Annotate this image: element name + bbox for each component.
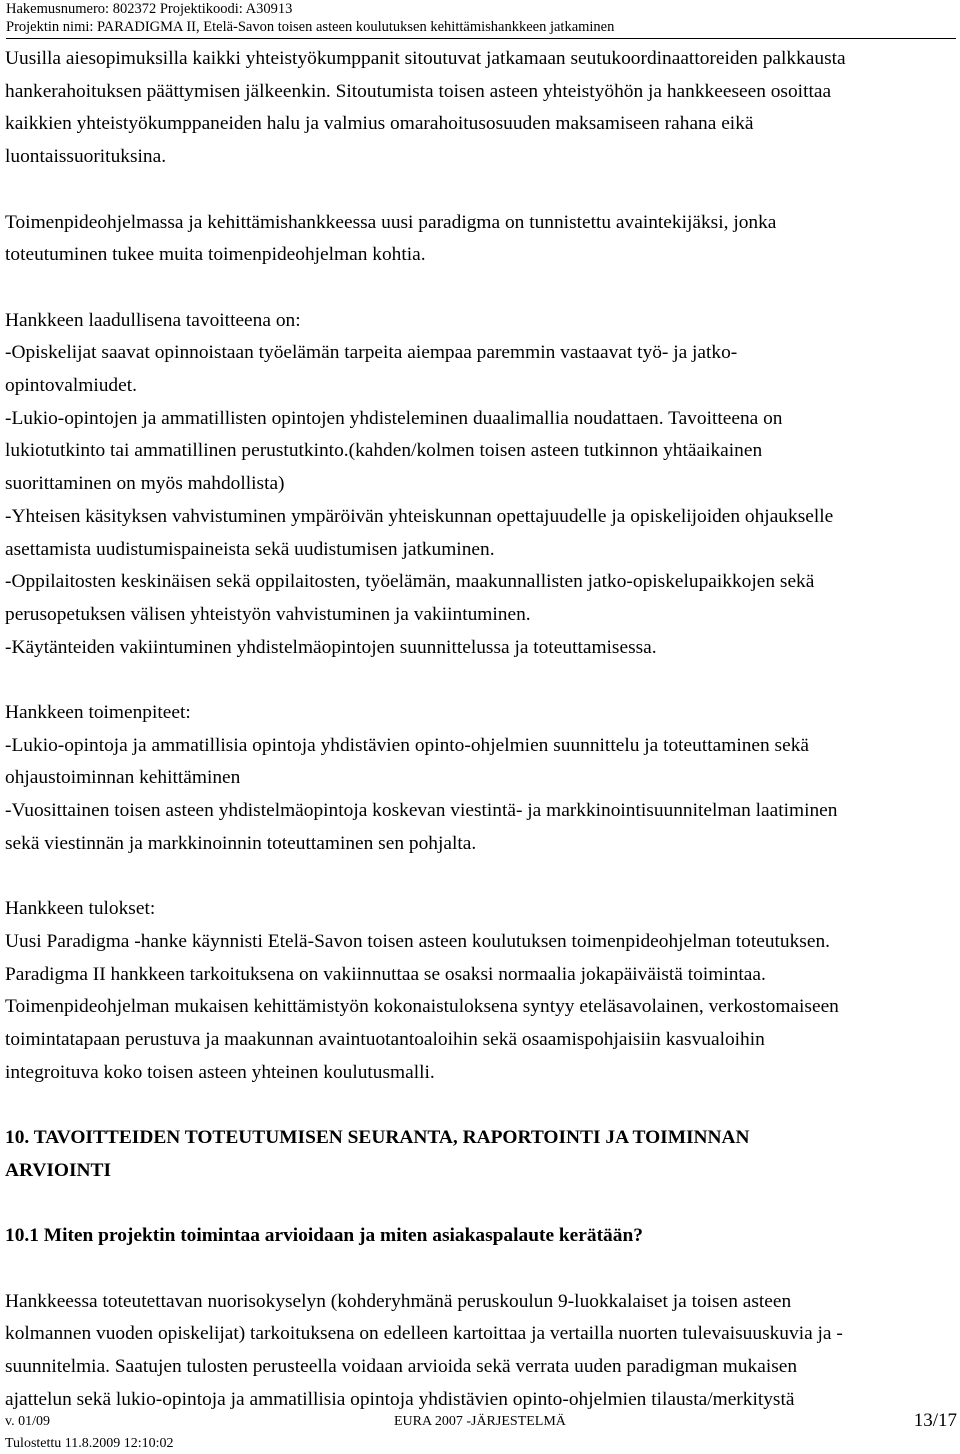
text-line: perusopetuksen välisen yhteistyön vahvistuminen ja vakiintuminen. <box>5 603 531 625</box>
text-line: Uusi Paradigma -hanke käynnisti Etelä-Savon toisen asteen koulutuksen toimenpideohjelman toteutuksen. <box>5 930 831 952</box>
text-line: ajattelun sekä lukio-opintoja ja ammatillisia opintoja yhdistävien opinto-ohjelmien tilausta/merkitystä <box>5 1388 795 1410</box>
text-line: -Opiskelijat saavat opinnoistaan työelämän tarpeita aiempaa paremmin vastaavat työ- ja jatko- <box>5 342 738 364</box>
paragraph-evaluation <box>5 1286 955 1417</box>
text-line: suunnitelmia. Saatujen tulosten perusteella voidaan arvioida sekä verrata uuden paradigman mukaisen <box>5 1356 798 1378</box>
application-code-line: Hakemusnumero: 802372 Projektikoodi: A30913 <box>6 1 293 17</box>
text-line: asettamista uudistumispaineista sekä uudistumisen jatkuminen. <box>5 538 495 560</box>
text-line: Uusilla aiesopimuksilla kaikki yhteistyökumppanit sitoutuvat jatkamaan seutukoordinaattoreiden palkkausta <box>5 48 846 69</box>
printed-timestamp: Tulostettu 11.8.2009 12:10:02 <box>5 1436 174 1451</box>
text-line: Hankkeen toimenpiteet: <box>5 702 191 724</box>
text-line: 10. TAVOITTEIDEN TOTEUTUMISEN SEURANTA, RAPORTOINTI JA TOIMINNAN <box>5 1127 750 1149</box>
system-label: EURA 2007 -JÄRJESTELMÄ <box>394 1414 566 1429</box>
text-line: opintovalmiudet. <box>5 375 137 396</box>
text-line: luontaissuorituksina. <box>5 146 167 168</box>
paragraph-results <box>5 893 955 1089</box>
paragraph-agreements <box>5 43 955 174</box>
text-line: sekä viestinnän ja markkinoinnin toteuttaminen sen pohjalta. <box>5 832 477 854</box>
text-line: kolmannen vuoden opiskelijat) tarkoituksena on edelleen kartoittaa ja vertailla nuorten tulevaisuuskuvia ja - <box>5 1323 843 1345</box>
text-line: -Lukio-opintoja ja ammatillisia opintoja yhdistävien opinto-ohjelmien suunnittelu ja toteuttaminen sekä <box>5 734 810 756</box>
section-heading <box>5 1122 955 1187</box>
text-line: ARVIOINTI <box>5 1159 111 1181</box>
text-line: -Vuosittainen toisen asteen yhdistelmäopintoja koskevan viestintä- ja markkinointisuunnitelman laatiminen <box>5 800 838 822</box>
text-line: toteutuminen tukee muita toimenpideohjelman kohtia. <box>5 244 426 266</box>
paragraph-program <box>5 207 955 272</box>
text-line: integroituva koko toisen asteen yhteinen koulutusmalli. <box>5 1061 435 1083</box>
text-line: kaikkien yhteistyökumppaneiden halu ja valmius omarahoitusosuuden maksamiseen rahana eikä <box>5 113 754 135</box>
page-footer <box>5 1410 957 1454</box>
page-number: 13/17 <box>913 1410 957 1431</box>
text-line: Hankkeen laadullisena tavoitteena on: <box>5 309 301 331</box>
project-name-line: Projektin nimi: PARADIGMA II, Etelä-Savon toisen asteen koulutuksen kehittämishankkeen jatkaminen <box>6 19 615 35</box>
text-line: Hankkeen tulokset: <box>5 898 156 920</box>
text-line: -Lukio-opintojen ja ammatillisten opintojen yhdisteleminen duaalimallia noudattaen. Tavoitteena on <box>5 407 783 429</box>
text-line: Hankkeessa toteutettavan nuorisokyselyn (kohderyhmänä peruskoulun 9-luokkalaiset ja toisen asteen <box>5 1290 792 1312</box>
paragraph-actions <box>5 697 955 861</box>
text-line: ohjaustoiminnan kehittäminen <box>5 767 241 789</box>
text-line: suorittaminen on myös mahdollista) <box>5 473 285 495</box>
text-line: -Käytänteiden vakiintuminen yhdistelmäopintojen suunnittelussa ja toteuttamisessa. <box>5 636 657 658</box>
text-line: -Oppilaitosten keskinäisen sekä oppilaitosten, työelämän, maakunnallisten jatko-opiskelupaikkojen sekä <box>5 571 815 593</box>
page-header <box>6 0 956 39</box>
text-line: hankerahoituksen päättymisen jälkeenkin. Sitoutumista toisen asteen yhteistyöhön ja hankkeeseen osoittaa <box>5 80 832 102</box>
paragraph-quality-goals <box>5 305 955 665</box>
text-line: Toimenpideohjelman mukaisen kehittämistyön kokonaistuloksena syntyy eteläsavolainen, verkostomaiseen <box>5 996 839 1018</box>
text-line: lukiotutkinto tai ammatillinen perustutkinto.(kahden/kolmen toisen asteen tutkinnon yhtäaikainen <box>5 440 763 462</box>
document-body <box>5 43 955 1416</box>
subsection-heading: 10.1 Miten projektin toimintaa arvioidaan ja miten asiakaspalaute kerätään? <box>5 1225 643 1247</box>
text-line: Paradigma II hankkeen tarkoituksena on vakiinnuttaa se osaksi normaalia jokapäiväistä toimintaa. <box>5 963 766 985</box>
version-label: v. 01/09 <box>5 1414 50 1429</box>
text-line: toimintatapaan perustuva ja maakunnan avaintuotantoaloihin sekä osaamispohjaisiin kasvualoihin <box>5 1029 765 1051</box>
text-line: -Yhteisen käsityksen vahvistuminen ympäröivän yhteiskunnan opettajuudelle ja opiskelijoiden ohjaukselle <box>5 505 834 527</box>
text-line: Toimenpideohjelmassa ja kehittämishankkeessa uusi paradigma on tunnistettu avaintekijäksi, jonka <box>5 211 777 233</box>
